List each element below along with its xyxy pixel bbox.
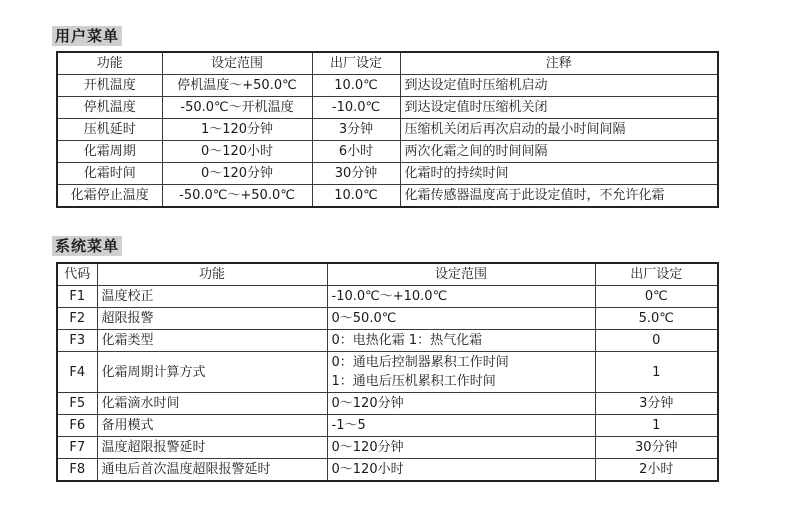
cell-code: F3 [57, 330, 97, 352]
cell-default: 0℃ [595, 286, 718, 308]
system-menu-title: 系统菜单 [52, 236, 122, 256]
table-row [57, 185, 718, 208]
cell-range: 0～120分钟 [327, 437, 595, 459]
range-line-2: 1：通电后压机累积工作时间 [331, 374, 496, 389]
cell-function: 化霜停止温度 [57, 185, 162, 208]
cell-code: F8 [57, 459, 97, 482]
table-row [57, 437, 718, 459]
cell-note: 化霜传感器温度高于此设定值时，不允许化霜 [400, 185, 718, 208]
cell-code: F5 [57, 393, 97, 415]
cell-range: 0：电热化霜 1：热气化霜 [327, 330, 595, 352]
table-row [57, 330, 718, 352]
table-row [57, 119, 718, 141]
cell-function: 停机温度 [57, 97, 162, 119]
header-note: 注释 [400, 52, 718, 75]
cell-range: -10.0℃～+10.0℃ [327, 286, 595, 308]
cell-note: 压缩机关闭后再次启动的最小时间间隔 [400, 119, 718, 141]
cell-default: 1 [595, 415, 718, 437]
cell-default: 0 [595, 330, 718, 352]
cell-function: 温度超限报警延时 [97, 437, 327, 459]
cell-note: 两次化霜之间的时间间隔 [400, 141, 718, 163]
table-row [57, 97, 718, 119]
header-range: 设定范围 [162, 52, 312, 75]
cell-range [327, 352, 595, 393]
cell-default: 1 [595, 352, 718, 393]
cell-function: 通电后首次温度超限报警延时 [97, 459, 327, 482]
table-row [57, 459, 718, 482]
cell-function: 化霜周期计算方式 [97, 352, 327, 393]
cell-default: 3分钟 [595, 393, 718, 415]
system-menu-header-row [57, 263, 718, 286]
table-row [57, 286, 718, 308]
cell-range: 0～120小时 [162, 141, 312, 163]
cell-range: 1～120分钟 [162, 119, 312, 141]
cell-function: 压机延时 [57, 119, 162, 141]
cell-function: 化霜时间 [57, 163, 162, 185]
cell-default: 2小时 [595, 459, 718, 482]
cell-code: F2 [57, 308, 97, 330]
cell-default: 10.0℃ [312, 185, 400, 208]
cell-note: 化霜时的持续时间 [400, 163, 718, 185]
cell-range: 0～120分钟 [162, 163, 312, 185]
cell-code: F6 [57, 415, 97, 437]
cell-code: F4 [57, 352, 97, 393]
table-row [57, 393, 718, 415]
header-function: 功能 [57, 52, 162, 75]
cell-function: 开机温度 [57, 75, 162, 97]
cell-default: 30分钟 [595, 437, 718, 459]
cell-default: 6小时 [312, 141, 400, 163]
header-code: 代码 [57, 263, 97, 286]
cell-function: 化霜滴水时间 [97, 393, 327, 415]
cell-function: 超限报警 [97, 308, 327, 330]
cell-function: 备用模式 [97, 415, 327, 437]
header-function: 功能 [97, 263, 327, 286]
cell-range: 0～50.0℃ [327, 308, 595, 330]
header-default: 出厂设定 [312, 52, 400, 75]
cell-function: 化霜周期 [57, 141, 162, 163]
cell-function: 化霜类型 [97, 330, 327, 352]
table-row [57, 352, 718, 393]
user-menu-title: 用户菜单 [52, 26, 122, 46]
table-row [57, 415, 718, 437]
header-default: 出厂设定 [595, 263, 718, 286]
user-menu-table [56, 51, 719, 208]
cell-range: 0～120分钟 [327, 393, 595, 415]
user-menu-header-row [57, 52, 718, 75]
cell-range: 0～120小时 [327, 459, 595, 482]
cell-note: 到达设定值时压缩机关闭 [400, 97, 718, 119]
cell-default: -10.0℃ [312, 97, 400, 119]
cell-default: 30分钟 [312, 163, 400, 185]
table-row [57, 308, 718, 330]
cell-code: F7 [57, 437, 97, 459]
cell-range: -1～5 [327, 415, 595, 437]
cell-default: 10.0℃ [312, 75, 400, 97]
cell-default: 3分钟 [312, 119, 400, 141]
system-menu-table [56, 262, 719, 482]
table-row [57, 163, 718, 185]
table-row [57, 75, 718, 97]
cell-code: F1 [57, 286, 97, 308]
cell-default: 5.0℃ [595, 308, 718, 330]
table-row [57, 141, 718, 163]
cell-note: 到达设定值时压缩机启动 [400, 75, 718, 97]
cell-range: -50.0℃～+50.0℃ [162, 185, 312, 208]
cell-range: -50.0℃～开机温度 [162, 97, 312, 119]
cell-function: 温度校正 [97, 286, 327, 308]
range-line-1: 0：通电后控制器累积工作时间 [331, 355, 509, 370]
cell-range: 停机温度～+50.0℃ [162, 75, 312, 97]
header-range: 设定范围 [327, 263, 595, 286]
